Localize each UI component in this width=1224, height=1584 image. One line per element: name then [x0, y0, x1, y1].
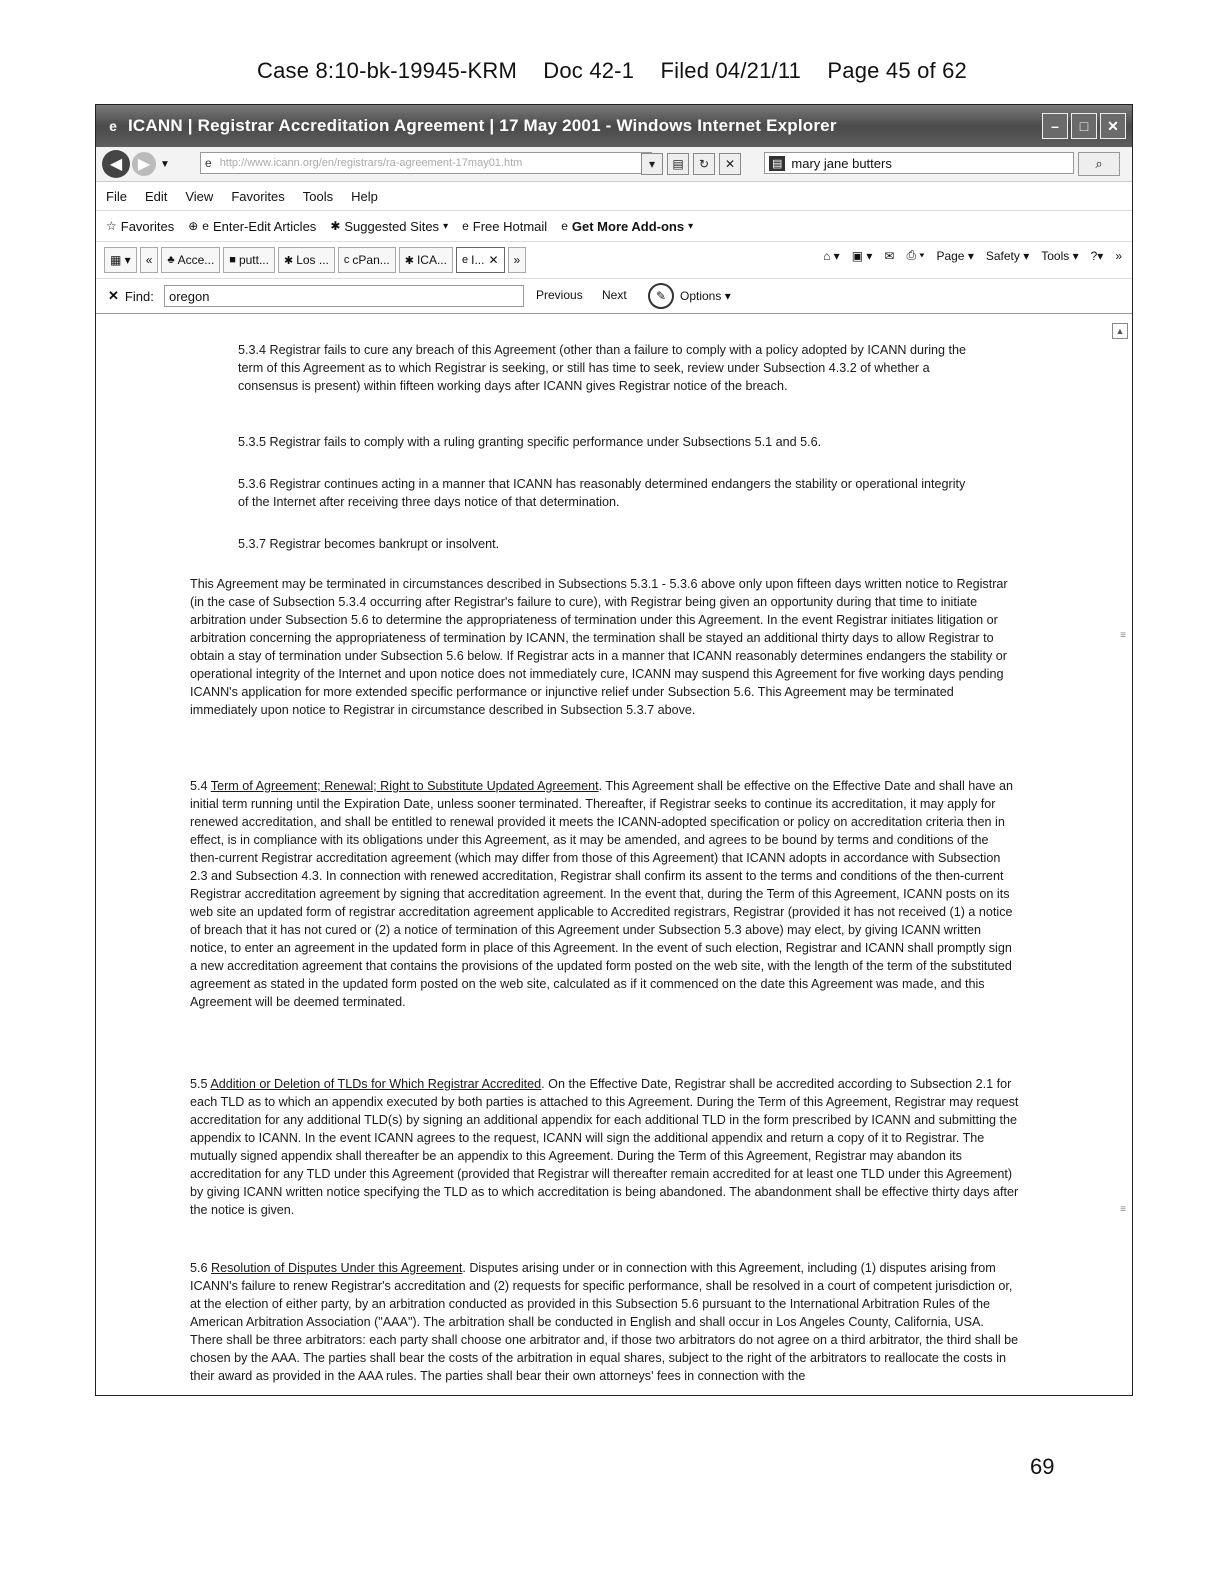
search-icon[interactable]: ⌕: [1078, 152, 1120, 176]
chevron-down-icon: ▾: [443, 220, 449, 232]
close-find-icon[interactable]: ✕: [108, 288, 119, 303]
filed-date: Filed 04/21/11: [660, 58, 802, 83]
tab-active[interactable]: e I... ✕: [456, 247, 505, 273]
close-tab-icon[interactable]: ✕: [488, 253, 499, 267]
scroll-up-icon[interactable]: ▲: [1112, 323, 1128, 339]
clause-5-6-heading[interactable]: Resolution of Disputes Under this Agreement: [211, 1261, 463, 1275]
maximize-button[interactable]: □: [1071, 113, 1097, 139]
favorites-bar: [96, 211, 1132, 242]
refresh-icon[interactable]: ↻: [693, 153, 715, 175]
home-icon[interactable]: ⌂ ▾: [823, 248, 840, 263]
page-icon: e: [205, 156, 212, 170]
feeds-icon[interactable]: ▣ ▾: [851, 248, 873, 263]
menu-view[interactable]: View: [185, 188, 214, 204]
tab-cpan[interactable]: c cPan...: [338, 247, 396, 273]
forward-button[interactable]: ▶: [132, 152, 156, 176]
add-favorite-icon: ⊕: [188, 219, 199, 233]
suggested-sites-icon: ✱: [330, 219, 341, 233]
find-options-button[interactable]: ✎ Options ▾: [648, 283, 731, 309]
find-bar: [96, 279, 1132, 314]
favorites-button[interactable]: ☆ Favorites: [106, 218, 175, 234]
page-number: 69: [1030, 1454, 1055, 1479]
tab-acce[interactable]: ♣ Acce...: [161, 247, 220, 273]
find-next-button[interactable]: Next: [602, 288, 627, 302]
fav-get-more-add-ons[interactable]: e Get More Add-ons ▾: [561, 218, 694, 234]
site-icon: ■: [229, 254, 236, 266]
find-value: oregon: [169, 288, 210, 304]
scroll-marker-icon: ≡: [1120, 1204, 1126, 1215]
window-title: ICANN | Registrar Accreditation Agreement | 17 May 2001 - Windows Internet Explorer: [128, 116, 837, 135]
title-bar[interactable]: [96, 105, 1132, 147]
page-of: Page 45 of 62: [827, 58, 967, 83]
browser-window: [95, 104, 1133, 1396]
help-icon[interactable]: ?▾: [1090, 248, 1104, 263]
new-tab-button[interactable]: »: [508, 247, 527, 273]
compatibility-icon[interactable]: ▤: [667, 153, 689, 175]
read-mail-icon[interactable]: ✉: [884, 248, 895, 263]
more-icon[interactable]: »: [1115, 248, 1122, 263]
search-input[interactable]: [764, 152, 1074, 174]
clause-5-3-4: 5.3.4 Registrar fails to cure any breach of this Agreement (other than a failure to comply with a policy adopted by ICANN during the term of this Agreement as to which Registrar is seeking, or still has time to seek, review under Subsection 4.3.2 of whether a consensus is present) within fifteen working days after ICANN gives Registrar notice of the breach.: [238, 343, 967, 393]
tools-menu[interactable]: Tools ▾: [1041, 248, 1079, 263]
clause-5-3-6: 5.3.6 Registrar continues acting in a manner that ICANN has reasonably determined endangers the stability or operational integrity of the Internet after receiving three days notice of that determination.: [238, 477, 966, 509]
site-icon: ♣: [167, 254, 175, 266]
doc-number: Doc 42-1: [543, 58, 635, 83]
close-button[interactable]: ✕: [1100, 113, 1126, 139]
minimize-button[interactable]: –: [1042, 113, 1068, 139]
scroll-marker-icon: ≡: [1120, 630, 1126, 641]
menu-file[interactable]: File: [106, 188, 127, 204]
tab-bar: [96, 242, 1132, 279]
search-value: mary jane butters: [791, 155, 892, 171]
safety-menu[interactable]: Safety ▾: [985, 248, 1030, 263]
site-icon: c: [343, 254, 350, 266]
case-number: Case 8:10-bk-19945-KRM: [257, 58, 517, 83]
tab-list-button[interactable]: «: [140, 247, 159, 273]
page-icon: e: [561, 219, 568, 233]
tab-ica[interactable]: ✱ ICA...: [399, 247, 453, 273]
url-text: http://www.icann.org/en/registrars/ra-agreement-17may01.htm: [219, 157, 523, 169]
star-icon: ☆: [106, 219, 117, 233]
termination-paragraph: This Agreement may be terminated in circumstances described in Subsections 5.3.1 - 5.3.6 above only upon fifteen days written notice to Registrar (in the case of Subsection 5.3.4 occurring after Registrar's failure to cure), with Registrar being given an opportunity during that time to initiate arbitration under Subsection 5.6 to determine the appropriateness of termination under this Agreement. In the event Registrar initiates litigation or arbitration concerning the appropriateness of termination by ICANN, the termination shall be stayed an additional thirty days to allow Registrar to obtain a stay of termination under Subsection 5.6 below. If Registrar acts in a manner that ICANN reasonably determines endangers the stability or operational integrity of the Internet and upon notice does not immediately cure, ICANN may suspend this Agreement for five working days pending ICANN's application for more extended specific performance or injunctive relief under Subsection 5.6. This Agreement may be terminated immediately upon notice to Registrar in circumstance described in Subsection 5.3.7 above.: [190, 577, 1008, 717]
clause-5-3-5: 5.3.5 Registrar fails to comply with a ruling granting specific performance under Subsections 5.1 and 5.6.: [238, 435, 822, 449]
menu-edit[interactable]: Edit: [144, 188, 168, 204]
clause-5-5-heading[interactable]: Addition or Deletion of TLDs for Which Registrar Accredited: [210, 1077, 542, 1091]
menu-help[interactable]: Help: [351, 188, 378, 204]
url-field[interactable]: [200, 152, 652, 174]
address-dropdown-icon[interactable]: ▾: [641, 153, 663, 175]
history-dropdown-icon[interactable]: ▼: [160, 158, 170, 170]
menu-tools[interactable]: Tools: [302, 188, 334, 204]
stop-icon[interactable]: ✕: [719, 153, 741, 175]
page-icon: e: [462, 219, 469, 233]
clause-5-5: 5.5 Addition or Deletion of TLDs for Which Registrar Accredited. On the Effective Date, Registrar shall be accredited according to Subsection 2.1 for each TLD as to which an appendix executed by both parties is attached to this Agreement. During the Term of this Agreement, Registrar may request accreditation for any additional TLD(s) by signing an additional appendix for each additional TLD in the form prescribed by ICANN and submitting the appendix to ICANN. In the event ICANN agrees to the request, ICANN will sign the additional appendix and return a copy of it to Registrar. The mutually signed appendix shall thereafter be an appendix to this Agreement. During the Term of this Agreement, Registrar may abandon its accreditation for any TLD under this Agreement (provided that Registrar will thereafter remain accredited for at least one TLD under this Agreement) by giving ICANN written notice specifying the TLD as to which accreditation is being abandoned. The abandonment shall be effective thirty days after the notice is given.: [190, 1077, 1019, 1217]
site-icon: e: [461, 254, 469, 266]
site-icon: ✱: [404, 254, 414, 267]
quick-tabs-button[interactable]: ▦ ▾: [104, 247, 137, 273]
print-icon[interactable]: ⎙ ▾: [906, 248, 925, 262]
clause-5-4-heading[interactable]: Term of Agreement; Renewal; Right to Substitute Updated Agreement: [210, 779, 599, 793]
find-input[interactable]: [164, 285, 524, 307]
clause-5-3-7: 5.3.7 Registrar becomes bankrupt or insolvent.: [238, 537, 500, 551]
tab-los[interactable]: ✱ Los ...: [278, 247, 335, 273]
page-icon: e: [202, 219, 209, 233]
find-label: Find:: [124, 288, 154, 304]
clause-5-6: 5.6 Resolution of Disputes Under this Agreement. Disputes arising under or in connection with this Agreement, including (1) disputes arising from ICANN's failure to renew Registrar's accreditation and (2) requests for specific performance, shall be resolved in a court of competent jurisdiction or, at the election of either party, by an arbitration conducted as provided in this Subsection 5.6 pursuant to the International Arbitration Rules of the American Arbitration Association ("AAA"). The arbitration shall be conducted in English and shall occur in Los Angeles County, California, USA. There shall be three arbitrators: each party shall choose one arbitrator and, if those two arbitrators do not agree on a third arbitrator, the third shall be chosen by the AAA. The parties shall bear the costs of the arbitration in equal shares, subject to the right of the arbitrators to reallocate the costs in their award as provided in the AAA rules. The parties shall bear their own attorneys' fees in connection with the: [190, 1261, 1019, 1383]
highlight-icon: ✎: [648, 283, 674, 309]
chevron-down-icon: ▾: [688, 220, 694, 232]
site-icon: ✱: [283, 254, 294, 267]
page-content: [96, 319, 1132, 1395]
case-header: [0, 58, 1224, 84]
search-provider-icon: ▤: [769, 156, 785, 171]
menu-favorites[interactable]: Favorites: [231, 188, 285, 204]
fav-free-hotmail[interactable]: e Free Hotmail: [462, 218, 548, 234]
fav-suggested-sites[interactable]: ✱ Suggested Sites ▾: [330, 218, 449, 234]
page-menu[interactable]: Page ▾: [936, 248, 974, 263]
fav-enter-edit-articles[interactable]: ⊕ e Enter-Edit Articles: [188, 218, 317, 234]
find-previous-button[interactable]: Previous: [536, 288, 583, 302]
back-button[interactable]: ◀: [102, 150, 130, 178]
tab-putt[interactable]: ■ putt...: [223, 247, 275, 273]
clause-5-4: 5.4 Term of Agreement; Renewal; Right to Substitute Updated Agreement. This Agreement shall be effective on the Effective Date and shall have an initial term running until the Expiration Date, unless sooner terminated. Thereafter, if Registrar seeks to continue its accreditation, it may apply for renewed accreditation, and shall be entitled to renewal provided it meets the ICANN-adopted specification or policy on accreditation criteria then in effect, is in compliance with its obligations under this Agreement, as it may be amended, and agrees to be bound by terms and conditions of the then-current Registrar accreditation agreement (which may differ from those of this Agreement) that ICANN adopts in accordance with Subsection 2.3 and Subsection 4.3. In connection with renewed accreditation, Registrar shall confirm its assent to the terms and conditions of the then-current Registrar accreditation agreement by signing that accreditation agreement. In the event that, during the Term of this Agreement, ICANN posts on its web site an updated form of registrar accreditation agreement applicable to Accredited registrars, Registrar (provided it has not received (1) a notice of breach that it has not cured or (2) a notice of termination of this Agreement under Subsection 5.3 above) may elect, by giving ICANN written notice, to enter an agreement in the updated form in place of this Agreement. In the event of such election, Registrar and ICANN shall promptly sign a new accreditation agreement that contains the provisions of the updated form posted on the web site, with the length of the term of the substituted agreement as stated in the updated form posted on the web site, calculated as if it commenced on the date this Agreement was made, and this Agreement will be deemed terminated.: [190, 779, 1014, 1009]
address-bar: [96, 147, 1132, 182]
ie-logo-icon: e: [109, 118, 117, 134]
menu-bar: [96, 182, 1132, 211]
